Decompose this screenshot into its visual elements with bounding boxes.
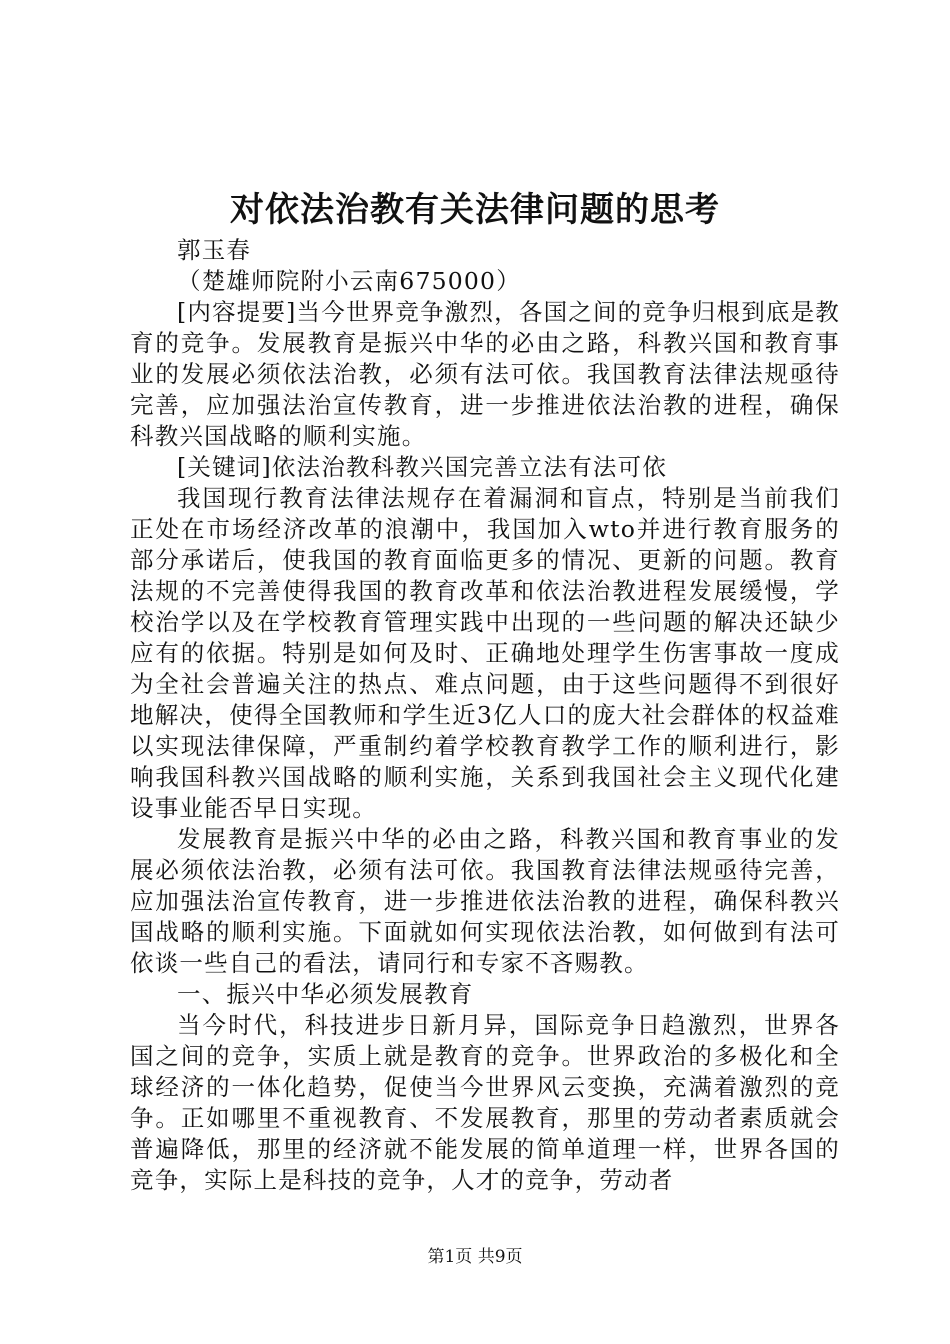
body-paragraph: 我国现行教育法律法规存在着漏洞和盲点，特别是当前我们正处在市场经济改革的浪潮中，我国加入wto并进行教育服务的部分承诺后，使我国的教育面临更多的情况、更新的问题。教育法规的不完善使得我国的教育改革和依法治教进程发展缓慢，学校治学以及在学校教育管理实践中出现的一些问题的解决还缺少应有的依据。特别是如何及时、正确地处理学生伤害事故一度成为全社会普遍关注的热点、难点问题，由于这些问题得不到很好地解决，使得全国教师和学生近3亿人口的庞大社会群体的权益难以实现法律保障，严重制约着学校教育教学工作的顺利进行，影响我国科教兴国战略的顺利实施，关系到我国社会主义现代化建设事业能否早日实现。	[130, 484, 840, 822]
author-line: 郭玉春	[177, 236, 252, 264]
page-footer: 第1页 共9页	[427, 1247, 523, 1267]
affiliation-line: （楚雄师院附小云南675000）	[177, 267, 521, 295]
document-title: 对依法治教有关法律问题的思考	[230, 190, 720, 230]
keywords-line: [关键词]依法治教科教兴国完善立法有法可依	[177, 453, 668, 481]
document-body	[130, 235, 840, 1196]
body-paragraph: 当今时代，科技进步日新月异，国际竞争日趋激烈，世界各国之间的竞争，实质上就是教育的竞争。世界政治的多极化和全球经济的一体化趋势，促使当今世界风云变换，充满着激烈的竞争。正如哪里不重视教育、不发展教育，那里的劳动者素质就会普遍降低，那里的经济就不能发展的简单道理一样，世界各国的竞争，实际上是科技的竞争，人才的竞争，劳动者	[130, 1011, 840, 1194]
abstract-paragraph: [内容提要]当今世界竞争激烈，各国之间的竞争归根到底是教育的竞争。发展教育是振兴中华的必由之路，科教兴国和教育事业的发展必须依法治教，必须有法可依。我国教育法律法规亟待完善，应加强法治宣传教育，进一步推进依法治教的进程，确保科教兴国战略的顺利实施。	[130, 298, 840, 450]
section-heading: 一、振兴中华必须发展教育	[177, 980, 474, 1008]
body-paragraph: 发展教育是振兴中华的必由之路，科教兴国和教育事业的发展必须依法治教，必须有法可依。我国教育法律法规亟待完善，应加强法治宣传教育，进一步推进依法治教的进程，确保科教兴国战略的顺利实施。下面就如何实现依法治教，如何做到有法可依谈一些自己的看法，请同行和专家不吝赐教。	[130, 825, 840, 977]
